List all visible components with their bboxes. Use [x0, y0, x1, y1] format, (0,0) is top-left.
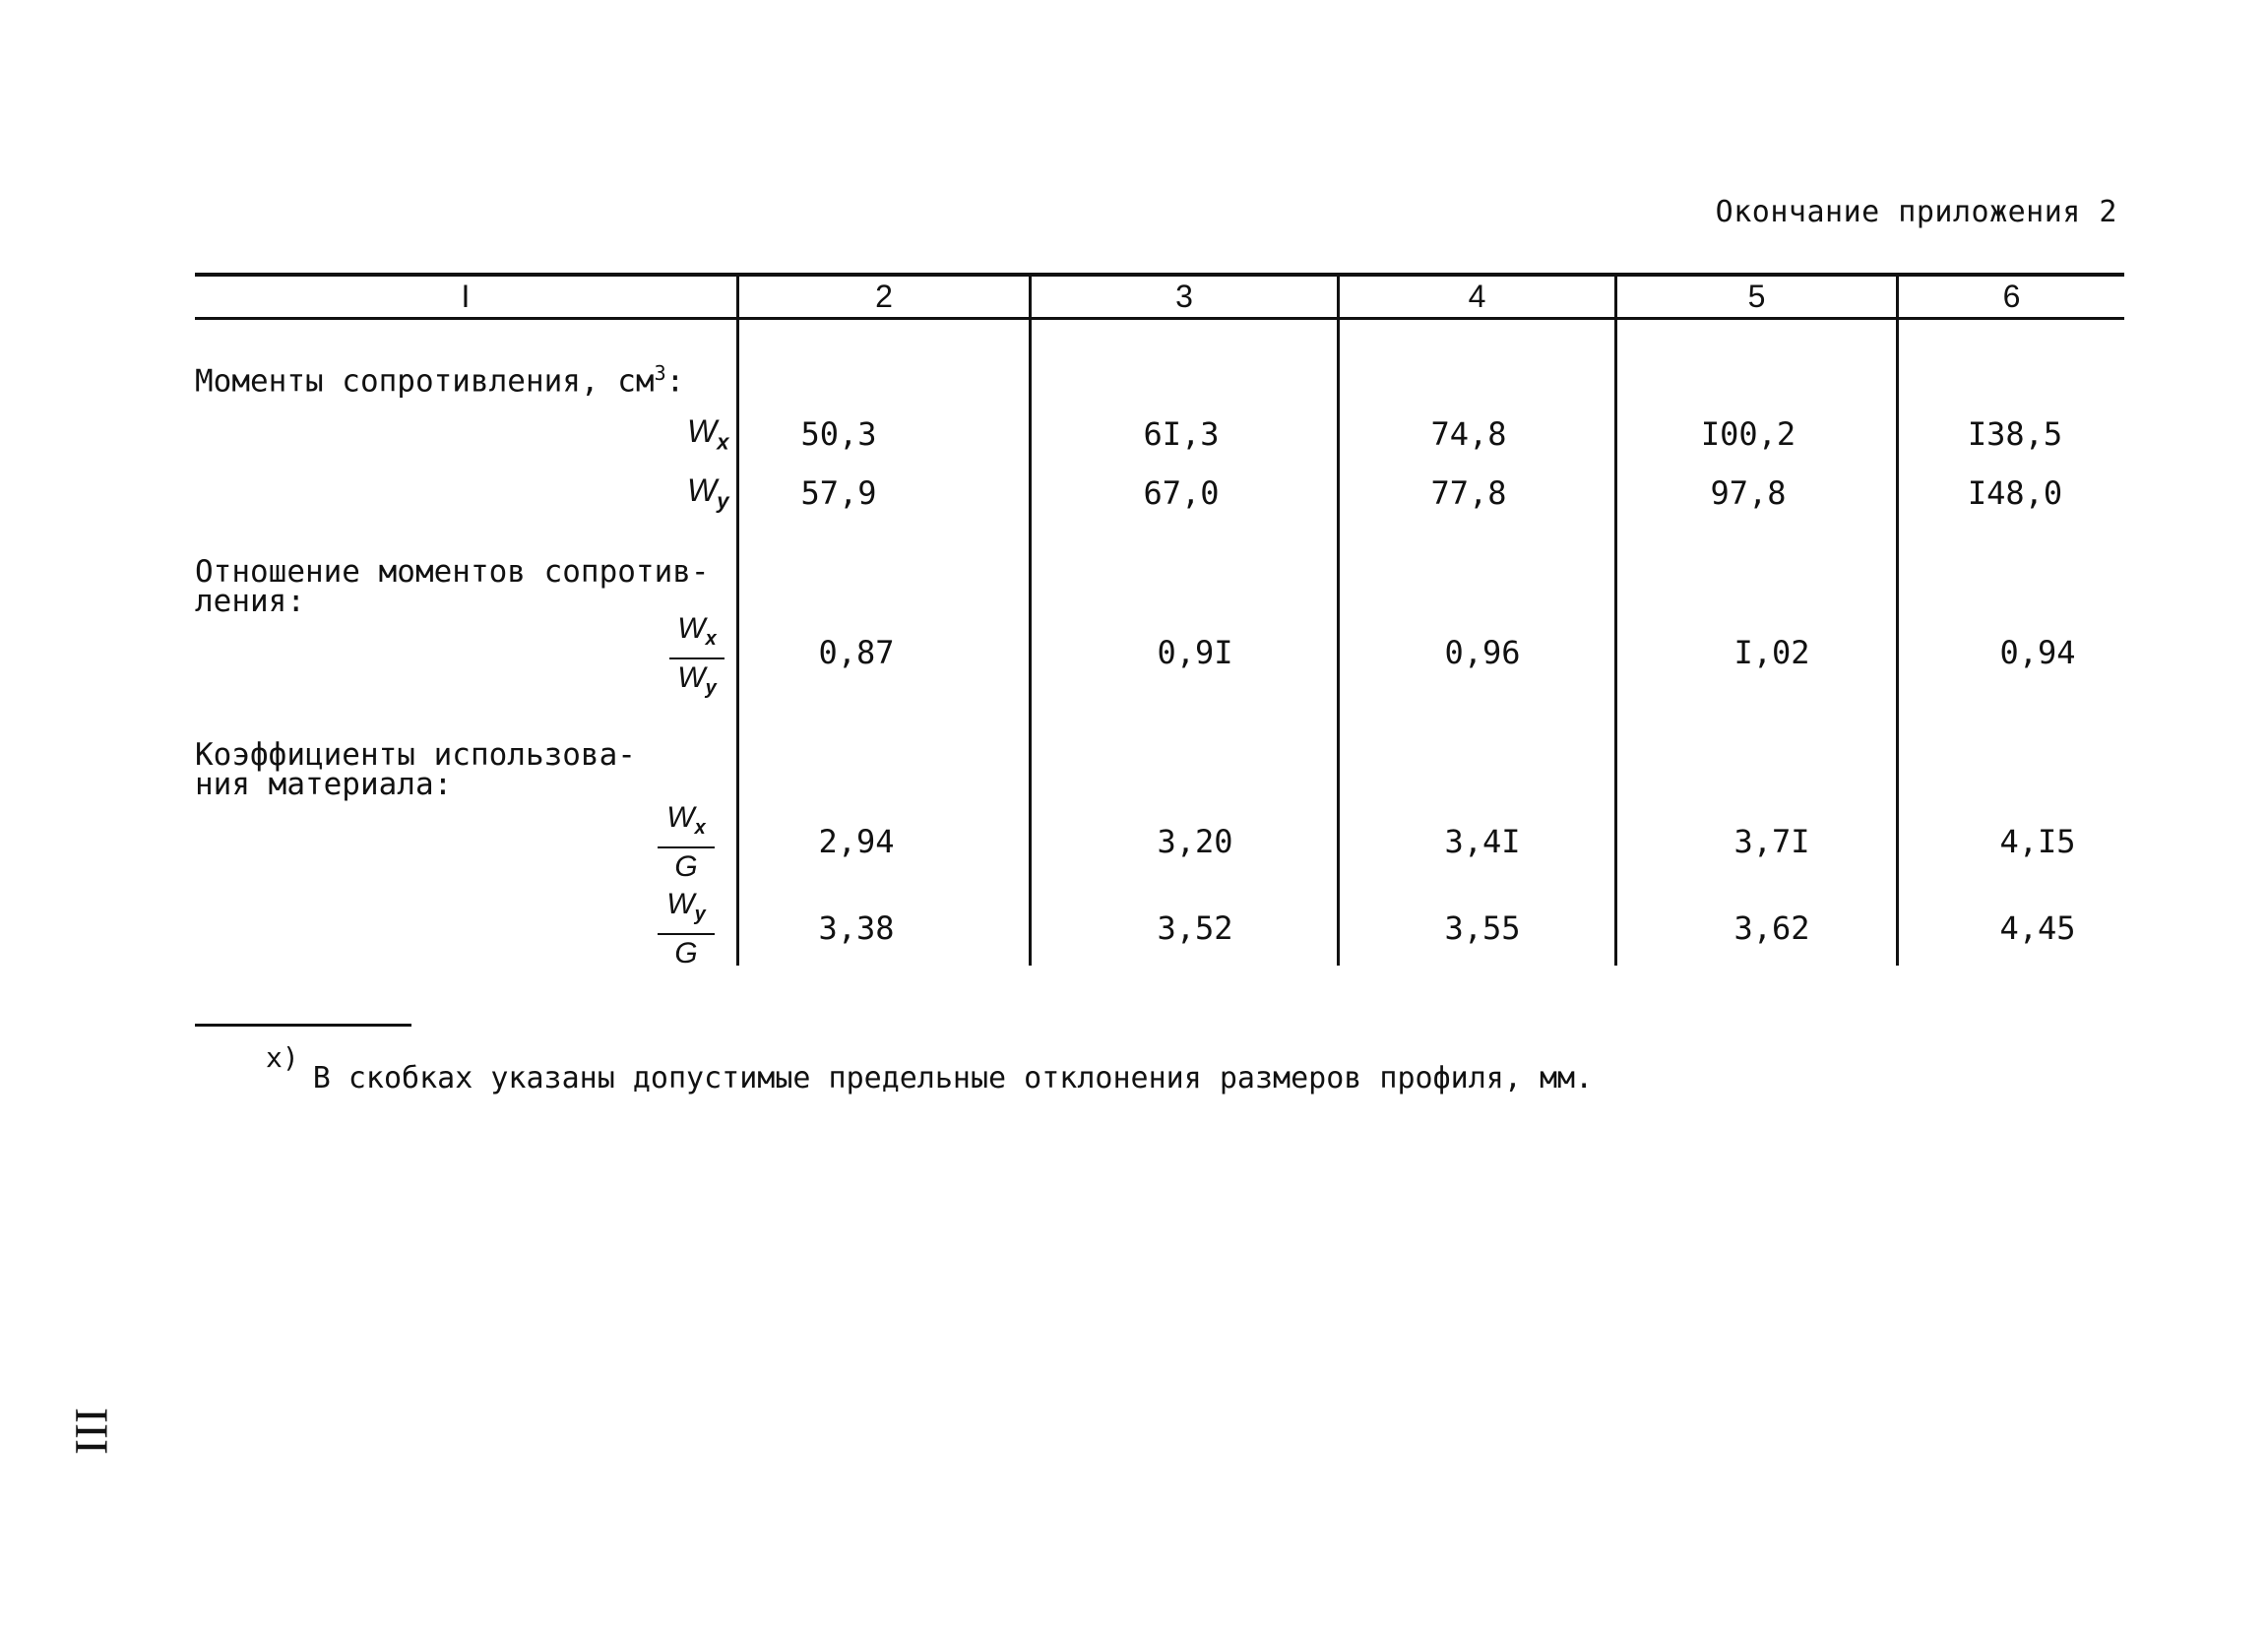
page-number: III [65, 1408, 117, 1455]
cell-value: 4,I5 [1999, 823, 2076, 860]
cell-value: I48,0 [1967, 474, 2063, 512]
cell-value: 3,38 [818, 909, 895, 947]
page-header: Окончание приложения 2 [1715, 195, 2117, 229]
symbol-wy: $W_y$ [687, 472, 729, 514]
cell-value: I38,5 [1967, 415, 2063, 453]
cell-value: 97,8 [1710, 474, 1787, 512]
column-divider [1896, 273, 1899, 966]
column-divider [1337, 273, 1340, 966]
fraction-wy-over-g: $W_y$ G [658, 886, 715, 972]
cell-value: 0,87 [818, 634, 895, 671]
cell-value: 77,8 [1430, 474, 1507, 512]
cell-value: 4,45 [1999, 909, 2076, 947]
cell-value: 74,8 [1430, 415, 1507, 453]
cell-value: 3,55 [1444, 909, 1521, 947]
cell-value: 3,52 [1157, 909, 1233, 947]
footnote-rule [195, 1024, 411, 1027]
column-divider [736, 273, 739, 966]
cell-value: 2,94 [818, 823, 895, 860]
column-header: 5 [1747, 279, 1766, 314]
cell-value: 3,7I [1733, 823, 1810, 860]
cell-value: 0,9I [1157, 634, 1233, 671]
section-label-ratio: Отношение моментов сопротив- ления: [195, 554, 710, 619]
section-label-moments: Моменты сопротивления, $см^3$: [195, 361, 685, 400]
footnote: $^{x)}$В скобках указаны допустимые предельные отклонения размеров профиля, мм. [266, 1041, 1594, 1095]
table-header-rule [195, 317, 2124, 320]
cell-value: 57,9 [800, 474, 877, 512]
column-header: 2 [875, 279, 893, 314]
cell-value: 50,3 [800, 415, 877, 453]
table-top-rule [195, 273, 2124, 277]
cell-value: 3,62 [1733, 909, 1810, 947]
column-divider [1614, 273, 1617, 966]
column-header: 4 [1468, 279, 1486, 314]
cell-value: 3,20 [1157, 823, 1233, 860]
column-header: I [461, 279, 471, 314]
cell-value: 6I,3 [1143, 415, 1220, 453]
fraction-wx-over-wy: $W_x$ $W_y$ [669, 610, 724, 707]
cell-value: I,02 [1733, 634, 1810, 671]
column-header: 6 [2002, 279, 2021, 314]
column-divider [1029, 273, 1032, 966]
section-label-coef: Коэффициенты использова- ния материала: [195, 737, 636, 802]
cell-value: 0,94 [1999, 634, 2076, 671]
cell-value: 67,0 [1143, 474, 1220, 512]
cell-value: 3,4I [1444, 823, 1521, 860]
symbol-wx: $W_x$ [687, 413, 729, 455]
cell-value: I00,2 [1700, 415, 1796, 453]
fraction-wx-over-g: $W_x$ G [658, 799, 715, 886]
column-header: 3 [1175, 279, 1193, 314]
cell-value: 0,96 [1444, 634, 1521, 671]
